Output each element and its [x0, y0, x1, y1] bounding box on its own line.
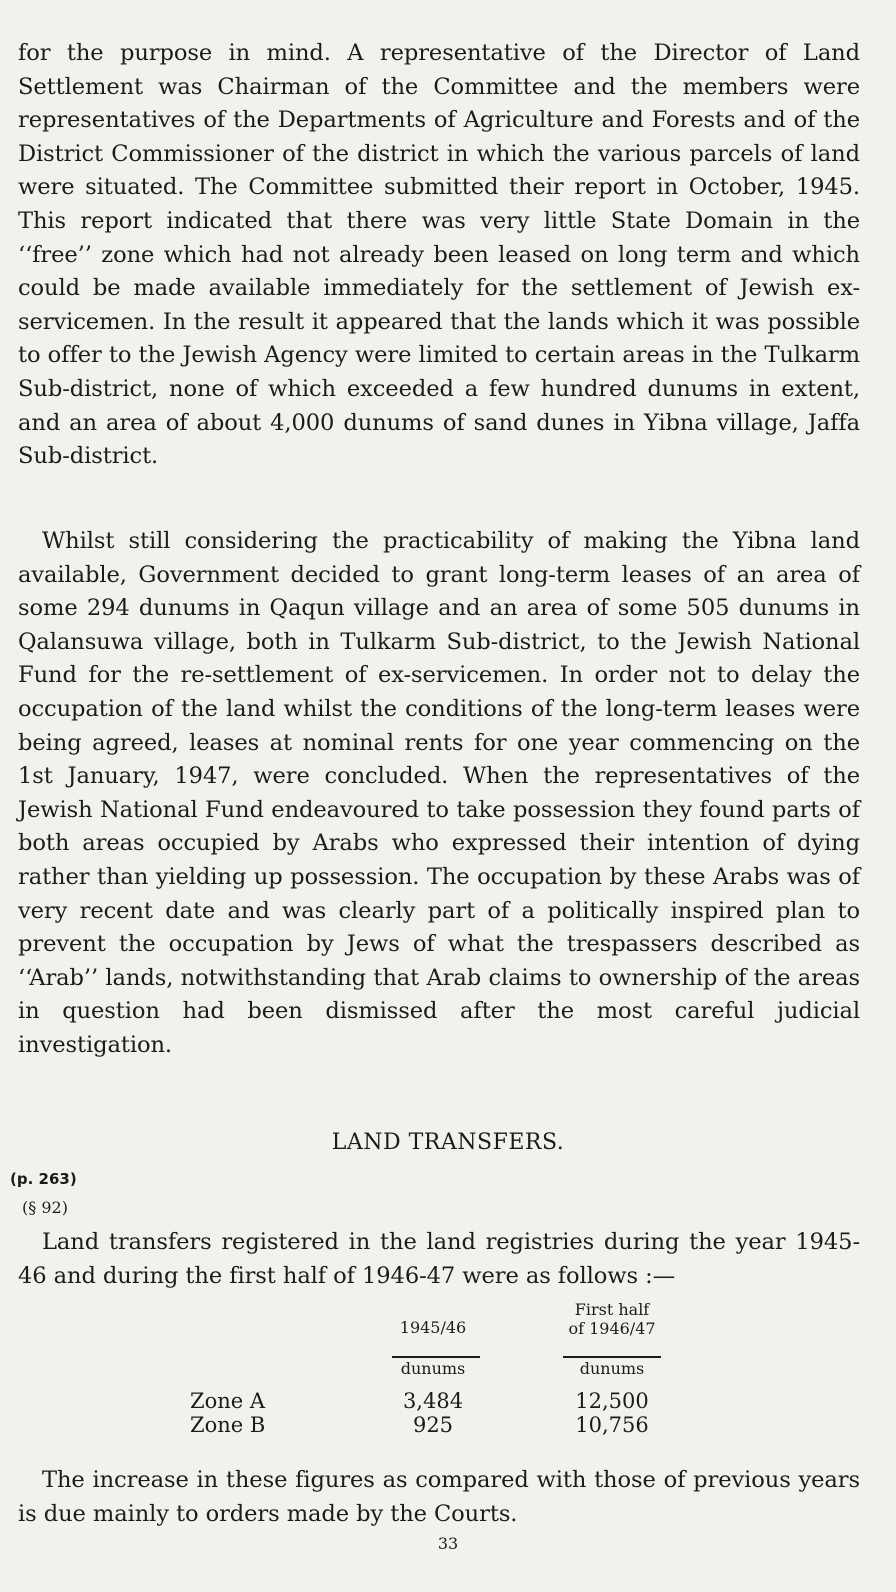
- land-transfers-table: [0, 1295, 896, 1445]
- section-heading: LAND TRANSFERS.: [331, 1130, 565, 1155]
- header-rule-1: [392, 1356, 480, 1358]
- paragraph-increase-note: The increase in these figures as compared with those of previous years is due mainly to orders made by the Courts.: [18, 1467, 860, 1527]
- row-label-zone-a: Zone A: [190, 1389, 266, 1413]
- table-header-1945-46: 1945/46: [399, 1318, 467, 1337]
- section-reference: (§ 92): [22, 1198, 68, 1217]
- page-reference: (p. 263): [10, 1170, 77, 1188]
- unit-label-2: dunums: [579, 1359, 645, 1378]
- table-header-first-half-line2: of 1946/47: [568, 1319, 656, 1338]
- cell-zone-b-first-half: 10,756: [575, 1413, 649, 1437]
- paragraph-committee-report: for the purpose in mind. A representative of the Director of Land Settlement was Chairman of the Committee and the members were representatives of the Departments of Agriculture and Forests and of the District Commissioner of the district in which the various parcels of land were situated. The Committee submitted their report in October, 1945. This report indicated that there was very little State Domain in the ‘‘free’’ zone which had not already been leased on long term and which could be made available immediately for the settlement of Jewish ex-servicemen. In the result it appeared that the lands which it was possible to offer to the Jewish Agency were limited to certain areas in the Tulkarm Sub-district, none of which exceeded a few hundred dunums in extent, and an area of about 4,000 dunums of sand dunes in Yibna village, Jaffa Sub-district.: [18, 40, 860, 470]
- header-rule-2: [563, 1356, 661, 1358]
- cell-zone-a-1945-46: 3,484: [402, 1389, 464, 1413]
- cell-zone-a-first-half: 12,500: [575, 1389, 649, 1413]
- table-header-first-half-line1: First half: [574, 1300, 650, 1319]
- cell-zone-b-1945-46: 925: [412, 1413, 454, 1437]
- paragraph-long-term-leases: Whilst still considering the practicability of making the Yibna land available, Government decided to grant long-term leases of an area of some 294 dunums in Qaqun village and an area of some 505 dunums in Qalansuwa village, both in Tulkarm Sub-district, to the Jewish National Fund for the re-settlement of ex-servicemen. In order not to delay the occupation of the land whilst the conditions of the long-term leases were being agreed, leases at nominal rents for one year commencing on the 1st January, 1947, were concluded. When the representatives of the Jewish National Fund endeavoured to take possession they found parts of both areas occupied by Arabs who expressed their intention of dying rather than yielding up possession. The occupation by these Arabs was of very recent date and was clearly part of a politically inspired plan to prevent the occupation by Jews of what the trespassers described as ‘‘Arab’’ lands, notwithstanding that Arab claims to ownership of the areas in question had been dismissed after the most careful judicial investigation.: [18, 528, 860, 1058]
- table-header-first-half: [552, 1300, 672, 1338]
- page-number: 33: [437, 1534, 459, 1553]
- row-label-zone-b: Zone B: [190, 1413, 266, 1437]
- paragraph-land-transfers-intro: Land transfers registered in the land registries during the year 1945-46 and during the first half of 1946-47 were as follows :—: [18, 1229, 860, 1289]
- unit-label-1: dunums: [400, 1359, 466, 1378]
